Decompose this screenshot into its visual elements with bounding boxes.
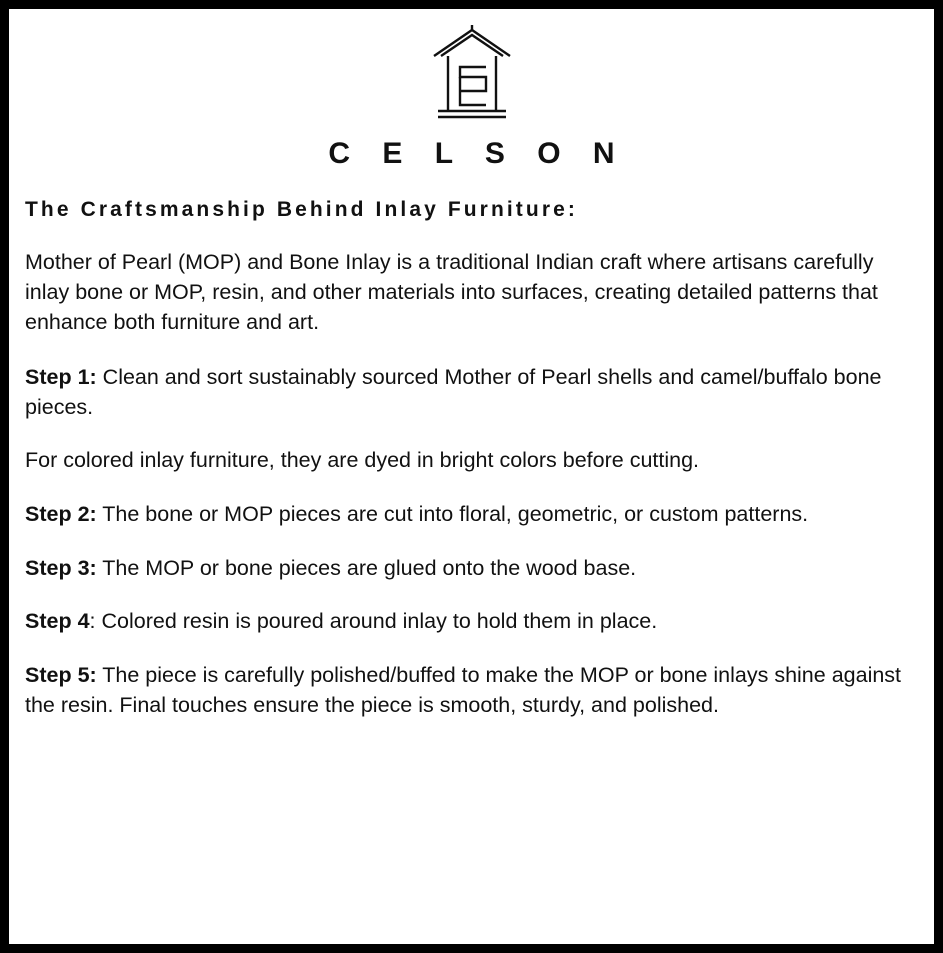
step-text-3: The bone or MOP pieces are cut into floral, geometric, or custom patterns. (96, 502, 809, 527)
document-body (25, 248, 918, 720)
bottom-spacer (25, 720, 918, 934)
step-label-1: Step 1: (25, 365, 97, 390)
step-paragraph-6 (25, 661, 918, 720)
step-paragraph-3 (25, 500, 918, 530)
brand-header (25, 23, 918, 171)
document-content (9, 9, 934, 944)
step-label-4: Step 3: (25, 555, 97, 580)
step-label-5: Step 4 (25, 609, 90, 634)
step-paragraph-2 (25, 446, 918, 476)
brand-name: C E L S O N (328, 137, 627, 170)
step-text-4: The MOP or bone pieces are glued onto the wood base. (96, 555, 637, 580)
house-with-s-monogram-icon (424, 23, 520, 123)
step-text-5: : Colored resin is poured around inlay to hold them in place. (89, 609, 658, 634)
step-paragraph-5 (25, 607, 918, 637)
step-paragraph-1 (25, 363, 918, 422)
step-label-6: Step 5: (25, 663, 97, 688)
step-paragraph-4 (25, 554, 918, 584)
step-text-1: Clean and sort sustainably sourced Mother of Pearl shells and camel/buffalo bone pieces. (25, 365, 882, 419)
intro-paragraph: Mother of Pearl (MOP) and Bone Inlay is a traditional Indian craft where artisans carefully inlay bone or MOP, resin, and other materials into surfaces, creating detailed patterns that enhance both furniture and art. (25, 250, 878, 334)
step-text-6: The piece is carefully polished/buffed to make the MOP or bone inlays shine against the resin. Final touches ensure the piece is smooth, sturdy, and polished. (25, 663, 902, 717)
step-text-2: For colored inlay furniture, they are dyed in bright colors before cutting. (25, 448, 700, 473)
page-title: The Craftsmanship Behind Inlay Furniture: (25, 198, 578, 221)
step-label-3: Step 2: (25, 502, 97, 527)
